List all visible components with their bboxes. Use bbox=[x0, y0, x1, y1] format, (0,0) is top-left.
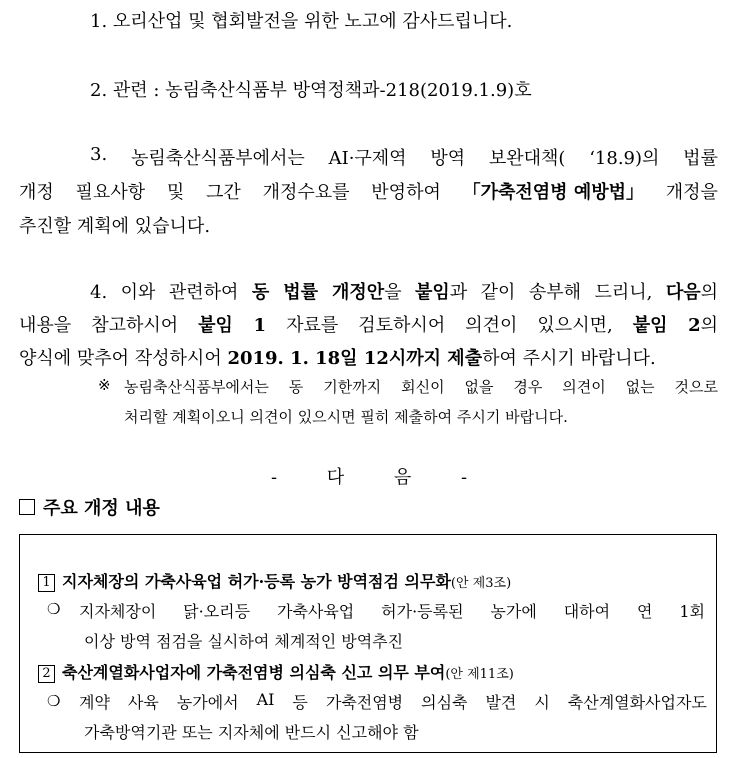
section-title: 주요 개정 내용 bbox=[19, 494, 160, 520]
note-mark: ※ bbox=[98, 376, 111, 394]
paragraph-4-line-1: 4. 이와 관련하여 동 법률 개정안을 붙임과 같이 송부해 드리니, 다음의 bbox=[90, 282, 718, 303]
law-name: 「가축전염병 예방법」 bbox=[462, 182, 644, 203]
item-1-title: 1 지자체장의 가축사육업 허가·등록 농가 방역점검 의무화(안 제3조) bbox=[38, 569, 511, 592]
item-2-line-1: 계약 사육 농가에서 AI 등 가축전염병 의심축 발견 시 축산계열화사업자도 bbox=[79, 690, 707, 712]
note-line-1: 농림축산식품부에서는 동 기한까지 회신이 없을 경우 의견이 없는 것으로 bbox=[124, 378, 718, 396]
paragraph-3-line-2: 개정 필요사항 및 그간 개정수요를 반영하여 「가축전염병 예방법」 개정을 bbox=[19, 178, 718, 204]
item-2-title: 2 축산계열화사업자에 가축전염병 의심축 신고 의무 부여(안 제11조) bbox=[38, 660, 514, 683]
paragraph-4-line-3: 양식에 맞추어 작성하시어 2019. 1. 18일 12시까지 제출하여 주시기 바랍니다. bbox=[19, 348, 656, 369]
item-2-line-2: 가축방역기관 또는 지자체에 반드시 신고해야 함 bbox=[84, 723, 419, 742]
paragraph-3-line-1: 3. 농림축산식품부에서는 AI·구제역 방역 보완대책( ‘18.9)의 법률 bbox=[90, 144, 718, 169]
bullet-circle-icon: ❍ bbox=[47, 692, 61, 710]
paragraph-2: 2. 관련 : 농림축산식품부 방역정책과-218(2019.1.9)호 bbox=[90, 80, 532, 101]
paragraph-3-line-3: 추진할 계획에 있습니다. bbox=[19, 216, 211, 237]
deadline: 2019. 1. 18일 12시까지 제출 bbox=[227, 348, 483, 369]
center-heading: - 다 음 - bbox=[270, 467, 468, 488]
checkbox-square-icon bbox=[19, 499, 35, 515]
item-number-box: 2 bbox=[38, 665, 55, 683]
bullet-circle-icon: ❍ bbox=[47, 600, 61, 618]
paragraph-1: 1. 오리산업 및 협회발전을 위한 노고에 감사드립니다. bbox=[90, 11, 513, 32]
note-line-2: 처리할 계획이오니 의견이 있으시면 필히 제출하여 주시기 바랍니다. bbox=[124, 408, 568, 426]
paragraph-4-line-2: 내용을 참고하시어 붙임 1 자료를 검토하시어 의견이 있으시면, 붙임 2의 bbox=[19, 315, 718, 336]
item-1-line-2: 이상 방역 점검을 실시하여 체계적인 방역추진 bbox=[84, 632, 404, 651]
item-1-line-1: 지자체장이 닭·오리등 가축사육업 허가·등록된 농가에 대하여 연 1회 bbox=[79, 602, 705, 621]
item-number-box: 1 bbox=[38, 574, 55, 592]
